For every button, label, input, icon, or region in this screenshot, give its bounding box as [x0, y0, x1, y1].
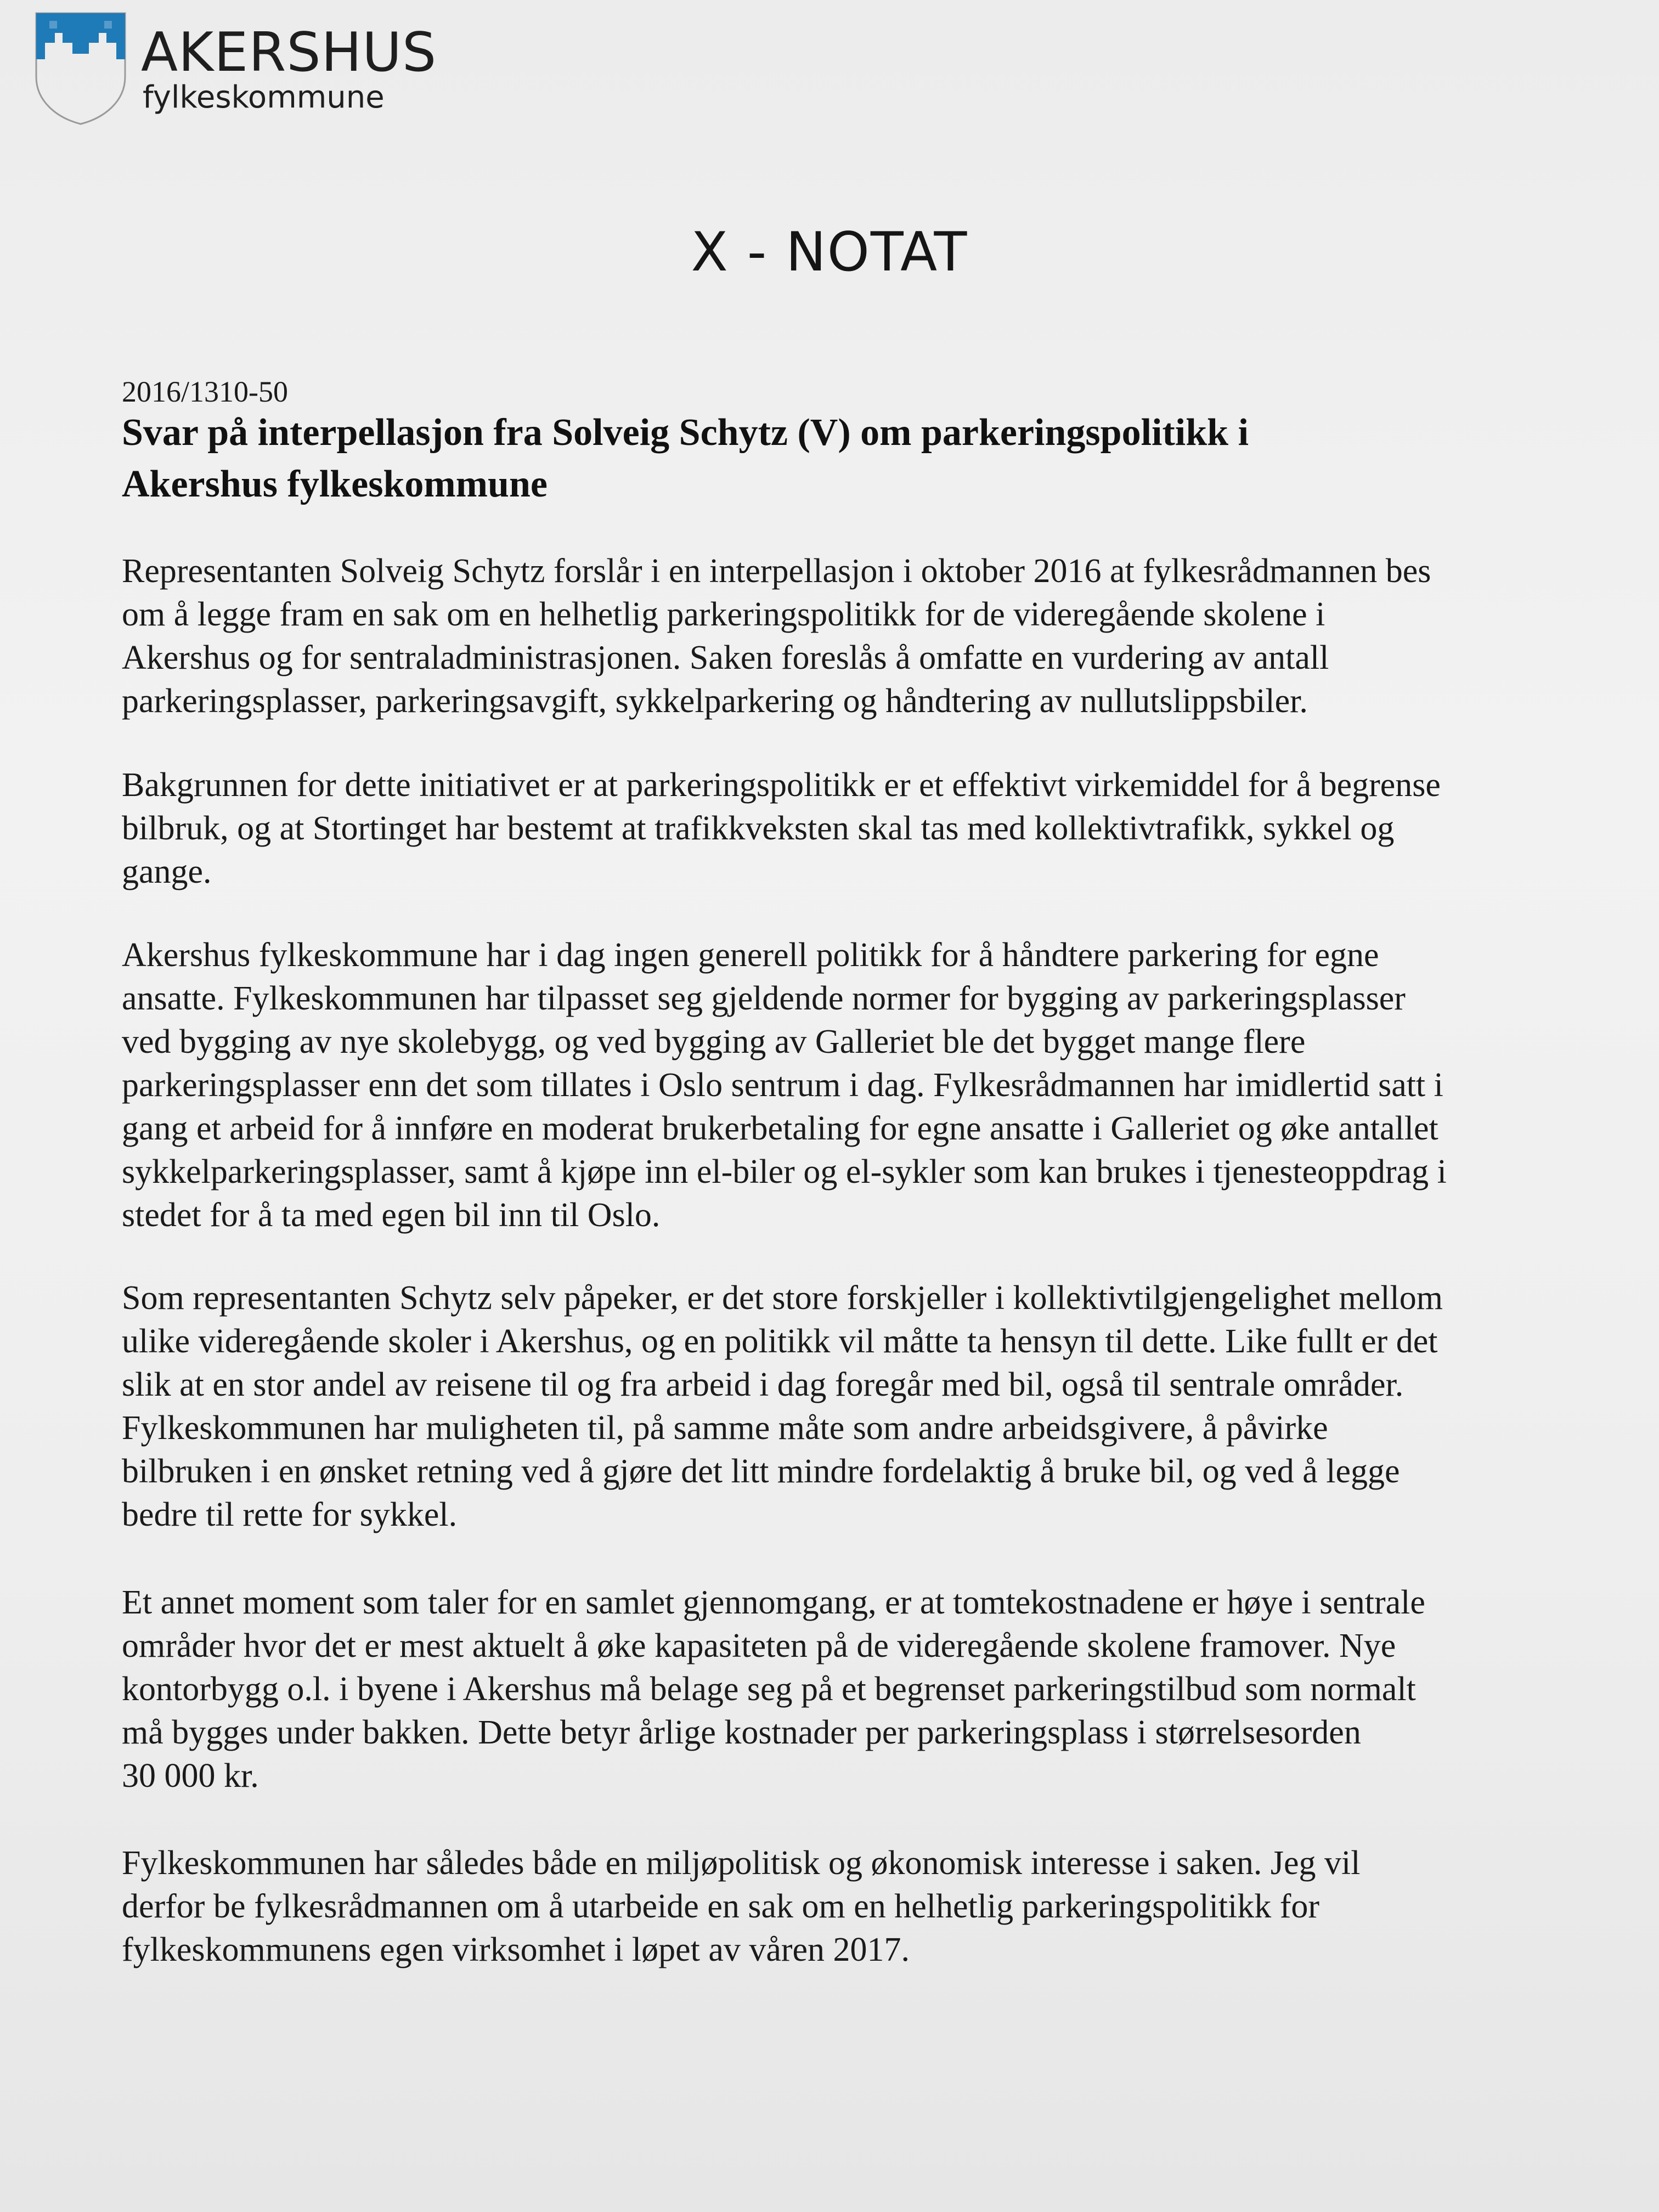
- text-line: Som representanten Schytz selv påpeker, er det store forskjeller i kollektivtilgjengelighet mellom: [122, 1279, 1443, 1317]
- text-line: Et annet moment som taler for en samlet gjennomgang, er at tomtekostnadene er høye i sentrale: [122, 1584, 1425, 1621]
- org-subtitle: fylkeskommune: [143, 80, 385, 115]
- text-line: slik at en stor andel av reisene til og fra arbeid i dag foregår med bil, også til sentrale områder.: [122, 1366, 1404, 1403]
- text-line: sykkelparkeringsplasser, samt å kjøpe inn el-biler og el-sykler som kan brukes i tjenesteoppdrag i: [122, 1153, 1447, 1190]
- paragraph: [122, 934, 1603, 1237]
- text-line: Representanten Solveig Schytz forslår i en interpellasjon i oktober 2016 at fylkesrådmannen bes: [122, 552, 1431, 590]
- paragraph: [122, 1842, 1603, 1972]
- text-line: bilbruk, og at Stortinget har bestemt at trafikkveksten skal tas med kollektivtrafikk, sykkel og: [122, 810, 1395, 847]
- text-line: gange.: [122, 853, 212, 890]
- text-line: derfor be fylkesrådmannen om å utarbeide en sak om en helhetlig parkeringspolitikk for: [122, 1888, 1320, 1925]
- text-line: ansatte. Fylkeskommunen har tilpasset seg gjeldende normer for bygging av parkeringsplasser: [122, 980, 1406, 1017]
- document-title: X - NOTAT: [691, 221, 968, 284]
- text-line: Bakgrunnen for dette initiativet er at parkeringspolitikk er et effektivt virkemiddel for å begrense: [122, 766, 1441, 804]
- text-line: Akershus fylkeskommune har i dag ingen generell politikk for å håndtere parkering for egne: [122, 936, 1379, 974]
- text-line: bedre til rette for sykkel.: [122, 1496, 458, 1533]
- text-line: Fylkeskommunen har muligheten til, på samme måte som andre arbeidsgivere, å påvirke: [122, 1409, 1328, 1447]
- text-line: Fylkeskommunen har således både en miljøpolitisk og økonomisk interesse i saken. Jeg vil: [122, 1844, 1361, 1882]
- akershus-logo: [34, 11, 437, 126]
- paragraph: [122, 764, 1603, 894]
- text-line: om å legge fram en sak om en helhetlig parkeringspolitikk for de videregående skolene i: [122, 596, 1325, 633]
- text-line: områder hvor det er mest aktuelt å øke kapasiteten på de videregående skolene framover. Nye: [122, 1627, 1396, 1664]
- org-name: AKERSHUS: [141, 21, 437, 84]
- text-line: parkeringsplasser enn det som tillates i Oslo sentrum i dag. Fylkesrådmannen har imidlertid satt i: [122, 1066, 1443, 1104]
- paragraph: [122, 1277, 1603, 1537]
- text-line: ulike videregående skoler i Akershus, og en politikk vil måtte ta hensyn til dette. Like fullt er det: [122, 1323, 1438, 1360]
- text-line: må bygges under bakken. Dette betyr årlige kostnader per parkeringsplass i størrelsesorden: [122, 1714, 1361, 1751]
- text-line: fylkeskommunens egen virksomhet i løpet av våren 2017.: [122, 1931, 910, 1968]
- text-line: ved bygging av nye skolebygg, og ved bygging av Galleriet ble det bygget mange flere: [122, 1023, 1306, 1060]
- text-line: Akershus og for sentraladministrasjonen. Saken foreslås å omfatte en vurdering av antall: [122, 639, 1329, 676]
- heading-line: Svar på interpellasjon fra Solveig Schytz (V) om parkeringspolitikk i: [122, 411, 1249, 454]
- text-line: stedet for å ta med egen bil inn til Oslo.: [122, 1197, 661, 1234]
- text-line: kontorbygg o.l. i byene i Akershus må belage seg på et begrenset parkeringstilbud som normalt: [122, 1671, 1416, 1708]
- text-line: 30 000 kr.: [122, 1757, 259, 1795]
- text-line: gang et arbeid for å innføre en moderat brukerbetaling for egne ansatte i Galleriet og øke antallet: [122, 1110, 1438, 1147]
- text-line: bilbruken i en ønsket retning ved å gjøre det litt mindre fordelaktig å bruke bil, og ved å legge: [122, 1453, 1400, 1490]
- document-heading: [122, 407, 1548, 510]
- text-line: parkeringsplasser, parkeringsavgift, sykkelparkering og håndtering av nullutslippsbiler.: [122, 682, 1308, 720]
- heading-line: Akershus fylkeskommune: [122, 463, 548, 505]
- paragraph: [122, 1581, 1603, 1798]
- paragraph: [122, 550, 1603, 723]
- coat-of-arms-icon: [34, 11, 127, 126]
- case-reference: 2016/1310-50: [122, 375, 288, 408]
